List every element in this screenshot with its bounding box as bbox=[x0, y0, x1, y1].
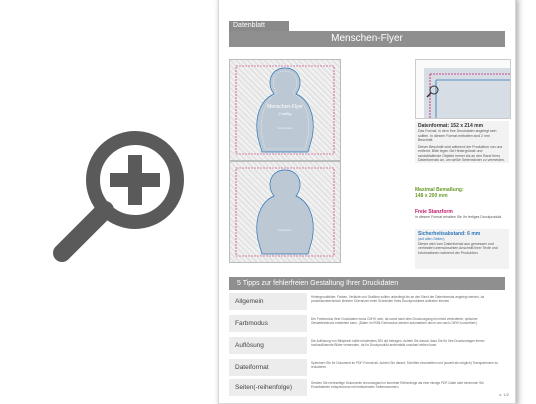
punch-section bbox=[415, 209, 509, 220]
datasheet-tab: Datenblatt bbox=[229, 21, 289, 31]
tip-label: Seiten(-reihenfolge) bbox=[229, 379, 307, 396]
datasheet-page bbox=[218, 0, 516, 404]
tip-row bbox=[229, 315, 505, 332]
front-template-inner: Vorderseite bbox=[277, 126, 293, 130]
punch-text: In diesem Format erhalten Sie Ihr fertiges Druckprodukt. bbox=[415, 215, 503, 219]
tip-text: Speichern Sie Ihr Dokument im PDF-Format ab. Achten Sie darauf, Schriften einzubetten und (soweit als möglich) Transparenzen zu reduzieren. bbox=[311, 361, 499, 369]
safety-box bbox=[415, 229, 509, 269]
punch-heading: Freie Stanzform bbox=[415, 209, 453, 215]
data-format-box bbox=[415, 121, 509, 163]
final-size-value: 148 x 200 mm bbox=[415, 193, 448, 199]
tips-heading: 5 Tipps zur fehlerfreien Gestaltung Ihrer Druckdaten bbox=[229, 277, 505, 290]
tip-text: Die Auflösung von Bildpixeln sollte mindestens 300 dpi betragen. Achten Sie darauf, dass Sie für Ihre Druckvorlagen immer hochauflösende Bilder verwenden, da Ihr Druckprodukt andernfalls unscharf wirken kann. bbox=[311, 339, 485, 347]
tip-row bbox=[229, 379, 505, 396]
data-format-text: Das Format, in dem Ihre Druckdaten angelegt sein sollten. In diesem Format enthalten sind 2 mm Beschnitt. bbox=[418, 129, 497, 142]
front-template-preview bbox=[229, 59, 341, 161]
tip-text: Der Farbmodus Ihrer Druckdaten muss CMYK sein, da sonst nach dem Druckvorgang ein leicht veränderter, optischer Gesamteindruck entstehen kann. (Daten im RGB-Farbmodus werden automatisch durch uns nach CMYK konvertiert.) bbox=[311, 317, 478, 325]
final-size-section bbox=[415, 187, 509, 199]
tip-row bbox=[229, 293, 505, 310]
back-template-inner: Rückseite bbox=[278, 228, 292, 232]
back-template-preview bbox=[229, 161, 341, 263]
safety-text: Dieser wird vom Datenformat aus gemessen und verhindert unerwünschten Anschnitt Ihrer Texte und Informationen während der Produktion. bbox=[418, 241, 498, 255]
tip-label: Allgemein bbox=[229, 293, 307, 310]
zoom-in-icon[interactable] bbox=[50, 115, 200, 265]
tip-row bbox=[229, 359, 505, 376]
data-format-heading: Datenformat: 152 x 214 mm bbox=[418, 123, 484, 129]
tip-row bbox=[229, 337, 505, 354]
tip-text: Senden Sie mehrseitige Dokumente chronologisch in korrekter Reihenfolge als eine einzige PDF-Datei oder benennen Sie Einzeldateien entsprechend mit fortlaufenden Seitennummern. bbox=[311, 381, 484, 389]
safety-heading: Sicherheitsabstand: 6 mm bbox=[418, 231, 481, 237]
front-template-label: Menschen-Flyer bbox=[267, 104, 303, 110]
final-size-heading: Maximal Bemaßung: bbox=[415, 187, 464, 193]
front-template-sublabel: 2-seitig bbox=[278, 111, 292, 116]
tip-text: Hintergrundbilder, Farben, Verläufe und Grafiken sollten unbedingt bis an den Rand der Datenformats angelegt werden, da produktionstechnisch kleinere Toleranzen beim Schneiden Ihres Druckproduktes auftreten können. bbox=[311, 295, 485, 303]
data-format-text2: Dieser Beschnitt wird während der Produktion von uns entfernt. Bitte legen Sie Hintergründe und randabfallende Objekte immer bis an den Rand Ihres Datenformats an, um weiße Seitenränder zu vermeiden. bbox=[418, 144, 505, 162]
page-number: s. 1/2 bbox=[499, 392, 509, 397]
safety-sub: (auf allen Seiten) bbox=[418, 237, 445, 241]
tip-label: Farbmodus bbox=[229, 315, 307, 332]
tip-label: Auflösung bbox=[229, 337, 307, 354]
page-title: Menschen-Flyer bbox=[229, 31, 505, 47]
tip-label: Dateiformat bbox=[229, 359, 307, 376]
corner-detail-preview bbox=[415, 59, 511, 119]
